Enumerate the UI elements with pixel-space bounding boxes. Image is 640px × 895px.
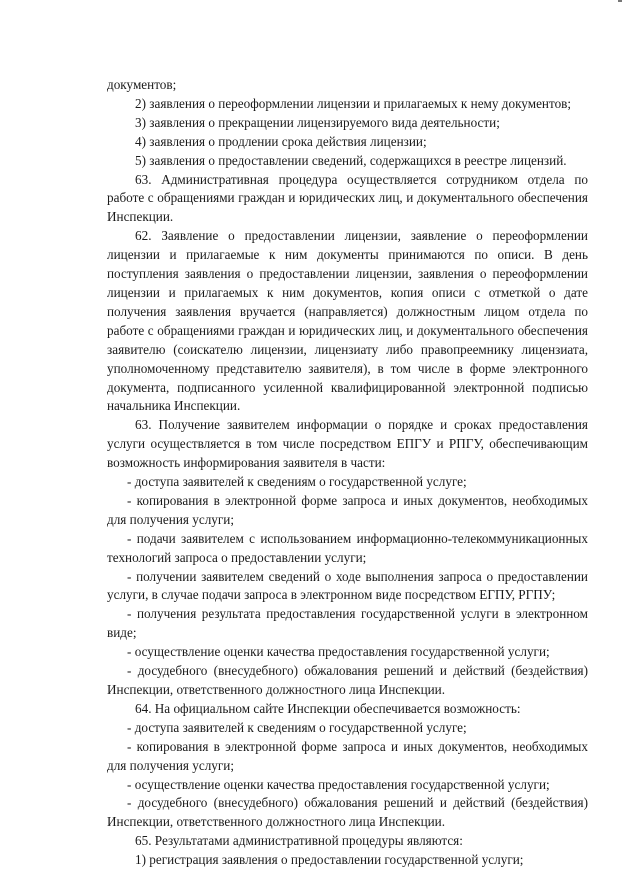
list-item: - осуществление оценки качества предоставления государственной услуги; xyxy=(127,776,550,792)
list-item: - копирования в электронной форме запроса и иных документов, необходимых для получения услуги; xyxy=(107,492,588,527)
list-item: - доступа заявителей к сведениям о государственной услуге; xyxy=(127,719,467,735)
paragraph: 1) регистрация заявления о предоставлении государственной услуги; xyxy=(135,852,524,868)
paragraph: 64. На официальном сайте Инспекции обеспечивается возможность: xyxy=(135,700,521,716)
list-item: - доступа заявителей к сведениям о государственной услуге; xyxy=(127,474,467,490)
list-item: - досудебного (внесудебного) обжалования решений и действий (бездействия) Инспекции, ответственного должностного лица Инспекции. xyxy=(107,663,588,697)
list-item: - подачи заявителем с использованием информационно-телекоммуникационных технологий запроса о предоставлении услуги; xyxy=(107,530,588,565)
list-item: - получении заявителем сведений о ходе выполнения запроса о предоставлении услуги, в случае подачи запроса в электронном виде посредством ЕГПУ, РГПУ; xyxy=(107,568,588,603)
paragraph: 4) заявления о продлении срока действия лицензии; xyxy=(135,133,427,149)
document-page xyxy=(107,76,588,870)
paragraph: 3) заявления о прекращении лицензируемого вида деятельности; xyxy=(135,114,500,130)
paragraph: 5) заявления о предоставлении сведений, содержащихся в реестре лицензий. xyxy=(135,152,567,168)
paragraph: 2) заявления о переоформлении лицензии и прилагаемых к нему документов; xyxy=(135,95,572,111)
list-item: - получения результата предоставления государственной услуги в электронном виде; xyxy=(107,606,588,641)
list-item: - копирования в электронной форме запроса и иных документов, необходимых для получения услуги; xyxy=(107,738,588,773)
paragraph: 63. Получение заявителем информации о порядке и сроках предоставления услуги осуществляется в том числе посредством ЕПГУ и РПГУ, обеспечивающим возможность информирования заявителя в части: xyxy=(107,417,588,471)
paragraph: 65. Результатами административной процедуры являются: xyxy=(135,833,463,849)
scan-mark xyxy=(618,0,622,2)
list-item: - досудебного (внесудебного) обжалования решений и действий (бездействия) Инспекции, ответственного должностного лица Инспекции. xyxy=(107,795,588,830)
paragraph: 63. Административная процедура осуществляется сотрудником отдела по работе с обращениями граждан и юридических лиц, и документального обеспечения Инспекции. xyxy=(107,171,588,225)
list-item: - осуществление оценки качества предоставления государственной услуги; xyxy=(127,644,550,660)
paragraph: 62. Заявление о предоставлении лицензии, заявление о переоформлении лицензии и прилагаемые к ним документы принимаются по описи. В день поступления заявления о предоставлении лицензии, заявления о переоформлении лицензии и прилагаемых к ним документов, копия описи с отметкой о дате получения заявления вручается (направляется) должностным лицом отдела по работе с обращениями граждан и юридических лиц, и документального обеспечения заявителю (соискателю лицензии, лицензиату либо правопреемнику лицензиата, уполномоченному представителю заявителя), в том числе в форме электронного документа, подписанного усиленной квалифицированной электронной подписью начальника Инспекции. xyxy=(107,228,588,414)
paragraph: документов; xyxy=(107,77,177,92)
